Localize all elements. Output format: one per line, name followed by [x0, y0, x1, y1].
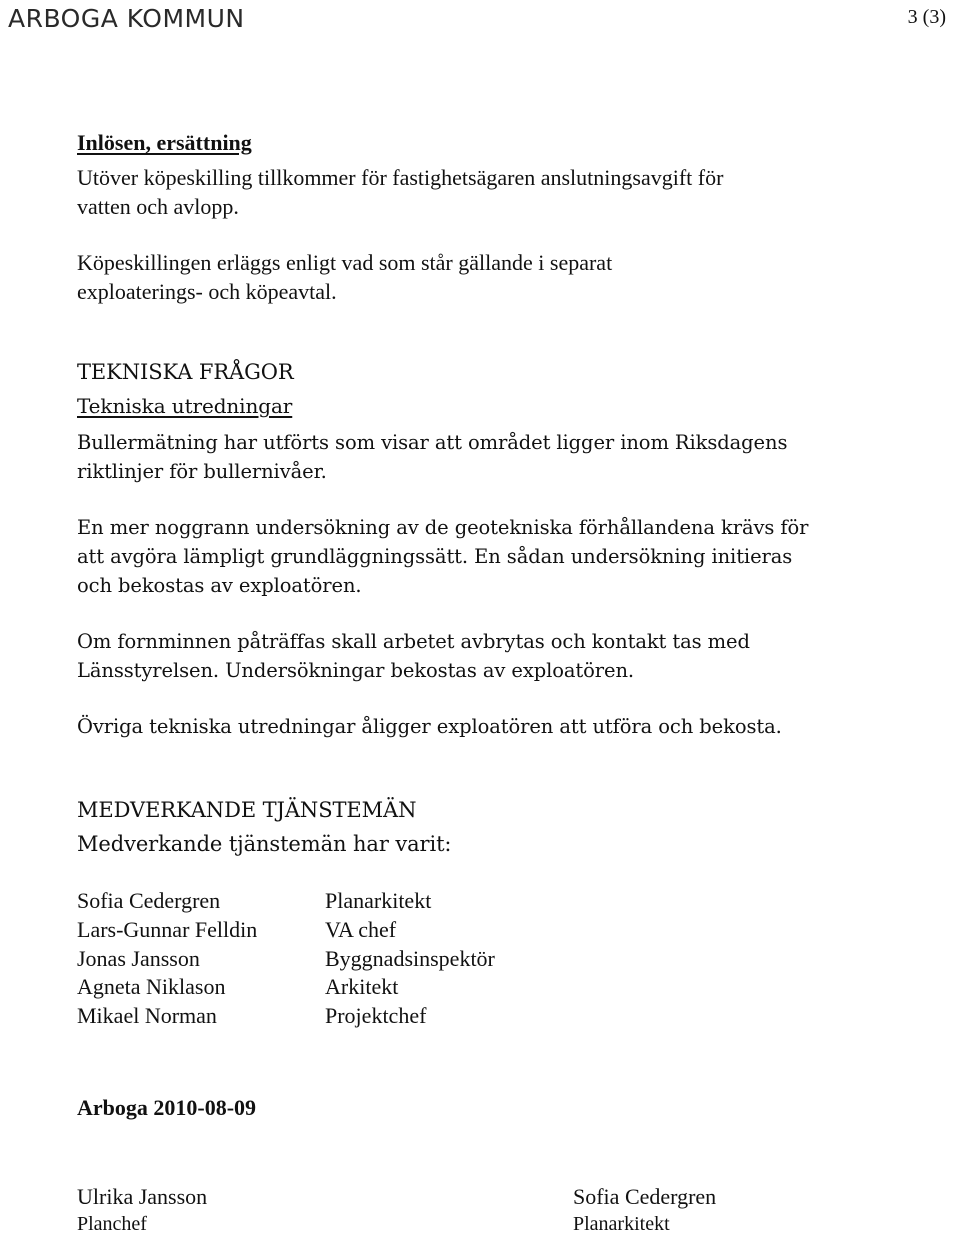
- paragraph-geoteknik: [77, 513, 947, 600]
- staff-role: Arkitekt: [325, 974, 399, 999]
- paragraph-line: Om fornminnen påträffas skall arbetet avbrytas och kontakt tas med: [77, 630, 750, 653]
- paragraph-line: exploaterings- och köpeavtal.: [77, 279, 337, 304]
- signatory-right-title: Planarkitekt: [573, 1213, 670, 1235]
- staff-name: Lars-Gunnar Felldin: [77, 917, 258, 942]
- heading-medverkande: MEDVERKANDE TJÄNSTEMÄN: [77, 798, 417, 822]
- paragraph-bullermatning: [77, 428, 947, 486]
- signatory-left-name: Ulrika Jansson: [77, 1184, 208, 1209]
- paragraph-fornminnen: [77, 627, 947, 685]
- medverkande-intro: Medverkande tjänstemän har varit:: [77, 832, 452, 856]
- paragraph-line: Länsstyrelsen. Undersökningar bekostas av exploatören.: [77, 659, 634, 682]
- staff-role: Planarkitekt: [325, 888, 432, 913]
- subheading-tekniska-utredningar: Tekniska utredningar: [77, 394, 293, 418]
- place-date: Arboga 2010-08-09: [77, 1095, 257, 1120]
- paragraph-line: att avgöra lämpligt grundläggningssätt. En sådan undersökning initieras: [77, 545, 793, 568]
- paragraph-line: Övriga tekniska utredningar åligger exploatören att utföra och bekosta.: [77, 715, 782, 738]
- paragraph-line: Köpeskillingen erläggs enligt vad som står gällande i separat: [77, 250, 613, 275]
- staff-role: Projektchef: [325, 1003, 427, 1028]
- staff-name: Agneta Niklason: [77, 974, 226, 999]
- staff-role: Byggnadsinspektör: [325, 946, 495, 971]
- staff-name: Jonas Jansson: [77, 946, 200, 971]
- staff-name: Mikael Norman: [77, 1003, 217, 1028]
- paragraph-line: En mer noggrann undersökning av de geotekniska förhållandena krävs för: [77, 516, 809, 539]
- heading-inlosen: Inlösen, ersättning: [77, 130, 252, 155]
- paragraph-line: Bullermätning har utförts som visar att området ligger inom Riksdagens: [77, 431, 788, 454]
- paragraph-line: och bekostas av exploatören.: [77, 574, 362, 597]
- signatory-right-name: Sofia Cedergren: [573, 1184, 717, 1209]
- arboga-kommun-logo: ARBOGA KOMMUN: [8, 4, 245, 33]
- paragraph-kopeskilling: [77, 248, 937, 306]
- paragraph-line: vatten och avlopp.: [77, 194, 239, 219]
- page-number: 3 (3): [907, 6, 946, 28]
- signatory-left-title: Planchef: [77, 1213, 147, 1235]
- heading-tekniska-fragor: TEKNISKA FRÅGOR: [77, 360, 294, 384]
- paragraph-line: riktlinjer för bullernivåer.: [77, 460, 327, 483]
- paragraph-ovriga-utredningar: [77, 712, 947, 741]
- staff-role: VA chef: [325, 917, 397, 942]
- paragraph-line: Utöver köpeskilling tillkommer för fastighetsägaren anslutningsavgift för: [77, 165, 724, 190]
- paragraph-anslutningsavgift: [77, 163, 937, 221]
- staff-name: Sofia Cedergren: [77, 888, 221, 913]
